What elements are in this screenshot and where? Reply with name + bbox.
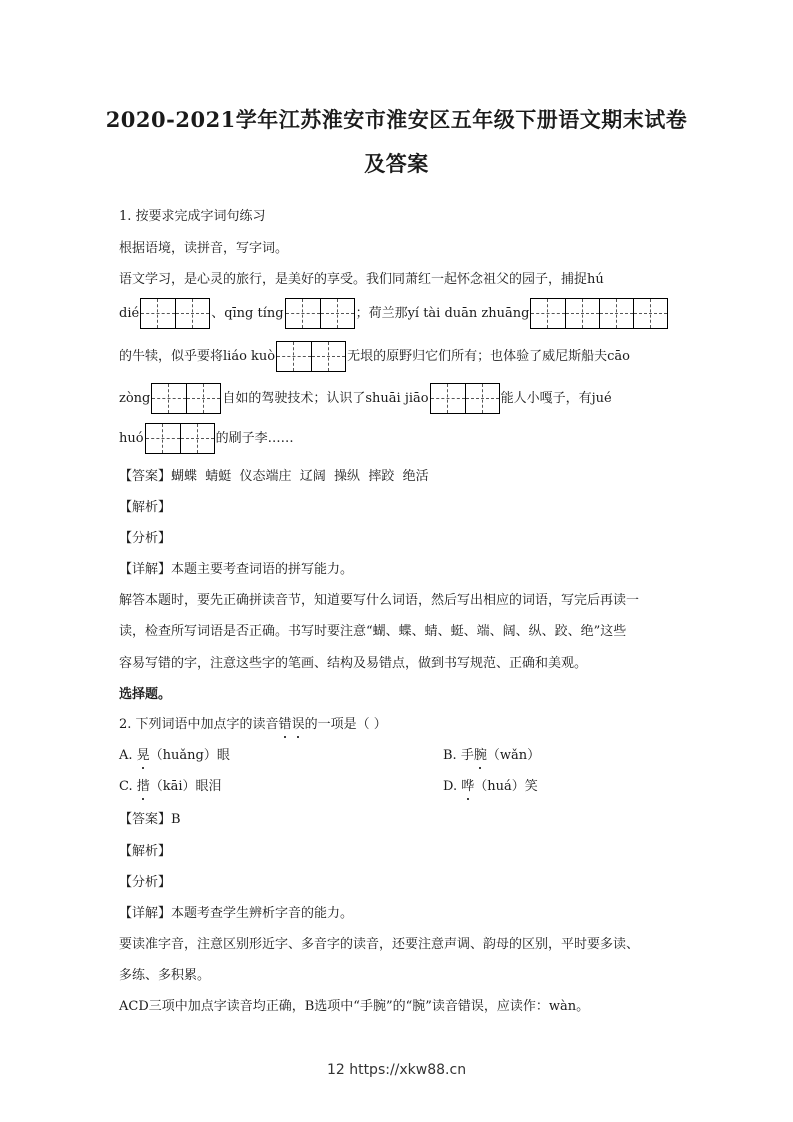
q1-heading: 1. 按要求完成字词句练习 [119, 209, 266, 224]
q1-row3 [119, 383, 612, 414]
q1-instruction: 根据语境，读拼音，写字词。 [119, 241, 289, 256]
q2-para2: 多练、多积累。 [119, 968, 211, 983]
q1-row4 [119, 423, 294, 454]
q2-option-a[interactable] [119, 747, 230, 765]
pinyin-text: ；荷兰那yí tài duān zhuāng [355, 306, 530, 321]
option-text: （kāi）眼泪 [149, 779, 222, 794]
option-text: A. [119, 748, 137, 763]
option-text: C. [119, 779, 137, 794]
writing-grid-yitaiduanzhuang[interactable] [530, 298, 668, 329]
dotted-char: 晃 [136, 748, 150, 763]
q1-row2 [119, 341, 630, 372]
page-footer: 12 https://xkw88.cn [326, 1062, 467, 1078]
q1-detail: 【详解】本题主要考查词语的拼写能力。 [119, 562, 354, 577]
pinyin-text: zòng [119, 391, 151, 406]
writing-grid-juehuo[interactable] [145, 423, 215, 454]
pinyin-text: 的牛犊，似乎要将liáo kuò [119, 349, 276, 364]
option-text: （huá）笑 [474, 779, 538, 794]
q1-para1: 解答本题时，要先正确拼读音节，知道要写什么词语，然后写出相应的词语，写完后再读一 [119, 593, 640, 608]
q1-fenxi: 【分析】 [119, 531, 172, 546]
dotted-char: 揩 [136, 779, 150, 794]
option-text: B. 手 [443, 748, 474, 763]
q2-detail: 【详解】本题考查学生辨析字音的能力。 [119, 906, 354, 921]
pinyin-text: 的刷子李…… [215, 431, 294, 446]
dotted-char: 错 [278, 717, 292, 732]
writing-grid-shuaijiao[interactable] [430, 383, 500, 414]
option-text: D. [443, 779, 462, 794]
writing-grid-qingting[interactable] [285, 298, 355, 329]
q1-intro: 语文学习，是心灵的旅行，是美好的享受。我们同萧红一起怀念祖父的园子，捕捉hú [119, 272, 604, 287]
section-label: 选择题。 [119, 687, 172, 702]
q1-answer: 【答案】蝴蝶 蜻蜓 仪态端庄 辽阔 操纵 摔跤 绝活 [119, 469, 429, 484]
doc-title-line1: 2020-2021学年江苏淮安市淮安区五年级下册语文期末试卷 [105, 107, 688, 132]
option-text: （wǎn） [486, 748, 541, 763]
q1-para3: 容易写错的字，注意这些字的笔画、结构及易错点，做到书写规范、正确和美观。 [119, 656, 588, 671]
q2-answer: 【答案】B [119, 812, 181, 827]
q2-para1: 要读准字音，注意区别形近字、多音字的读音，还要注意声调、韵母的区别，平时要多读、 [119, 937, 640, 952]
q2-stem [119, 716, 387, 734]
q2-option-b[interactable] [443, 747, 540, 765]
writing-grid-liaokuo[interactable] [276, 341, 346, 372]
writing-grid-hudie[interactable] [140, 298, 210, 329]
option-text: （huǎng）眼 [149, 748, 230, 763]
dotted-char: 哗 [461, 779, 475, 794]
pinyin-text: dié [119, 306, 140, 321]
q2-jiexi: 【解析】 [119, 844, 172, 859]
q1-para2: 读，检查所写词语是否正确。书写时要注意“蝴、蝶、蜻、蜓、端、阔、纵、跤、绝”这些 [119, 624, 627, 639]
q2-option-d[interactable] [443, 778, 538, 796]
doc-title-line2: 及答案 [364, 151, 429, 176]
pinyin-text: 无垠的原野归它们所有；也体验了威尼斯船夫cāo [347, 349, 630, 364]
pinyin-text: 、qīng tíng [211, 306, 284, 321]
pinyin-text: 自如的驾驶技术；认识了shuāi jiāo [222, 391, 429, 406]
writing-grid-caozong[interactable] [151, 383, 221, 414]
pinyin-text: 能人小嘎子，有jué [500, 391, 612, 406]
q2-option-c[interactable] [119, 778, 222, 796]
q2-stem-text: 的一项是（ ） [304, 717, 387, 732]
q2-stem-text: 2. 下列词语中加点字的读音 [119, 717, 279, 732]
q1-jiexi: 【解析】 [119, 500, 172, 515]
q2-para3: ACD三项中加点字读音均正确，B选项中“手腕”的“腕”读音错误，应读作：wàn。 [119, 999, 590, 1014]
dotted-char: 误 [291, 717, 305, 732]
dotted-char: 腕 [473, 748, 487, 763]
pinyin-text: huó [119, 431, 144, 446]
q2-fenxi: 【分析】 [119, 875, 172, 890]
q1-row1 [119, 298, 669, 329]
